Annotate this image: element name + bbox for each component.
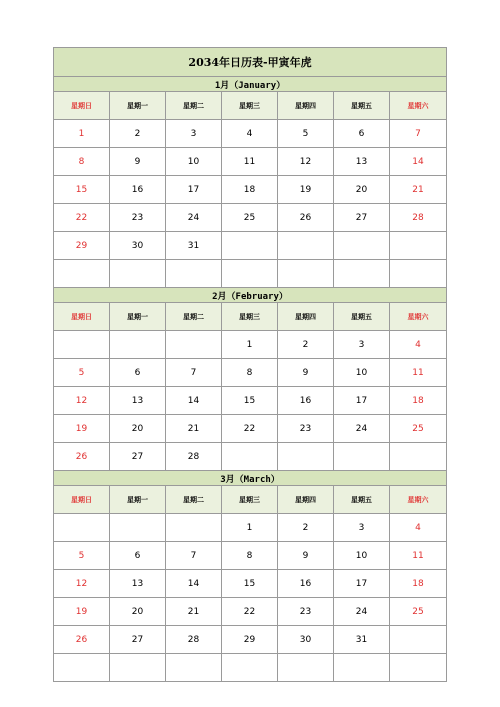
day-cell: 17 xyxy=(334,570,390,598)
weekday-label: 星期五 xyxy=(334,92,390,120)
day-cell: 27 xyxy=(334,204,390,232)
day-cell: 19 xyxy=(278,176,334,204)
day-cell: 14 xyxy=(166,570,222,598)
day-cell xyxy=(222,654,278,682)
day-cell: 6 xyxy=(110,359,166,387)
day-cell: 8 xyxy=(222,542,278,570)
calendar-table xyxy=(53,47,447,682)
day-cell: 14 xyxy=(390,148,447,176)
day-cell: 24 xyxy=(334,415,390,443)
weekday-label: 星期五 xyxy=(334,303,390,331)
day-cell: 29 xyxy=(222,626,278,654)
weekday-label: 星期二 xyxy=(166,92,222,120)
day-cell: 10 xyxy=(334,542,390,570)
day-cell: 13 xyxy=(334,148,390,176)
month-header-row xyxy=(54,77,447,92)
day-cell: 18 xyxy=(390,387,447,415)
day-cell: 10 xyxy=(166,148,222,176)
day-cell xyxy=(278,232,334,260)
day-cell: 26 xyxy=(54,626,110,654)
day-cell xyxy=(390,260,447,288)
day-cell: 10 xyxy=(334,359,390,387)
day-cell: 29 xyxy=(54,232,110,260)
calendar-title: 2034年日历表-甲寅年虎 xyxy=(54,48,447,77)
day-cell xyxy=(166,260,222,288)
weekday-label: 星期四 xyxy=(278,92,334,120)
day-cell: 23 xyxy=(278,415,334,443)
day-cell: 5 xyxy=(54,542,110,570)
day-cell xyxy=(54,331,110,359)
day-cell: 1 xyxy=(222,331,278,359)
day-cell xyxy=(54,514,110,542)
week-row xyxy=(54,542,447,570)
day-cell: 7 xyxy=(166,359,222,387)
weekday-label: 星期日 xyxy=(54,303,110,331)
day-cell xyxy=(390,626,447,654)
day-cell: 21 xyxy=(166,415,222,443)
day-cell xyxy=(166,331,222,359)
week-row xyxy=(54,570,447,598)
day-cell: 18 xyxy=(390,570,447,598)
day-cell: 31 xyxy=(166,232,222,260)
week-row xyxy=(54,331,447,359)
day-cell: 9 xyxy=(278,359,334,387)
weekday-label: 星期一 xyxy=(110,486,166,514)
day-cell: 5 xyxy=(54,359,110,387)
day-cell xyxy=(110,654,166,682)
month-title: 3月（March） xyxy=(54,471,447,486)
weekday-label: 星期六 xyxy=(390,486,447,514)
day-cell xyxy=(110,514,166,542)
day-cell: 27 xyxy=(110,443,166,471)
weekday-header-row xyxy=(54,92,447,120)
day-cell: 12 xyxy=(54,570,110,598)
day-cell xyxy=(110,331,166,359)
day-cell: 15 xyxy=(54,176,110,204)
day-cell: 16 xyxy=(278,570,334,598)
day-cell: 25 xyxy=(390,415,447,443)
day-cell: 6 xyxy=(110,542,166,570)
day-cell: 18 xyxy=(222,176,278,204)
weekday-header-row xyxy=(54,303,447,331)
day-cell: 23 xyxy=(278,598,334,626)
month-title: 2月（February） xyxy=(54,288,447,303)
calendar xyxy=(53,47,446,682)
day-cell: 3 xyxy=(334,514,390,542)
day-cell: 21 xyxy=(166,598,222,626)
weekday-label: 星期日 xyxy=(54,92,110,120)
weekday-label: 星期三 xyxy=(222,92,278,120)
day-cell: 8 xyxy=(54,148,110,176)
day-cell: 28 xyxy=(166,626,222,654)
day-cell: 26 xyxy=(54,443,110,471)
day-cell: 24 xyxy=(334,598,390,626)
day-cell: 17 xyxy=(334,387,390,415)
day-cell: 2 xyxy=(278,514,334,542)
day-cell: 1 xyxy=(222,514,278,542)
day-cell: 4 xyxy=(390,331,447,359)
day-cell: 23 xyxy=(110,204,166,232)
day-cell xyxy=(390,443,447,471)
day-cell: 21 xyxy=(390,176,447,204)
week-row xyxy=(54,359,447,387)
day-cell: 17 xyxy=(166,176,222,204)
day-cell xyxy=(334,654,390,682)
week-row xyxy=(54,260,447,288)
day-cell: 5 xyxy=(278,120,334,148)
day-cell: 28 xyxy=(390,204,447,232)
day-cell: 15 xyxy=(222,570,278,598)
day-cell: 11 xyxy=(222,148,278,176)
day-cell: 4 xyxy=(222,120,278,148)
week-row xyxy=(54,626,447,654)
day-cell xyxy=(278,443,334,471)
day-cell xyxy=(278,260,334,288)
day-cell: 19 xyxy=(54,598,110,626)
weekday-label: 星期一 xyxy=(110,303,166,331)
day-cell: 7 xyxy=(166,542,222,570)
day-cell: 20 xyxy=(110,598,166,626)
day-cell xyxy=(334,232,390,260)
day-cell: 30 xyxy=(278,626,334,654)
day-cell: 22 xyxy=(54,204,110,232)
day-cell xyxy=(166,514,222,542)
day-cell: 12 xyxy=(278,148,334,176)
day-cell: 13 xyxy=(110,387,166,415)
day-cell: 24 xyxy=(166,204,222,232)
week-row xyxy=(54,654,447,682)
day-cell xyxy=(278,654,334,682)
day-cell: 31 xyxy=(334,626,390,654)
week-row xyxy=(54,443,447,471)
day-cell: 22 xyxy=(222,415,278,443)
day-cell: 7 xyxy=(390,120,447,148)
day-cell: 13 xyxy=(110,570,166,598)
day-cell xyxy=(334,443,390,471)
month-header-row xyxy=(54,288,447,303)
day-cell: 25 xyxy=(222,204,278,232)
weekday-label: 星期四 xyxy=(278,486,334,514)
weekday-label: 星期六 xyxy=(390,303,447,331)
day-cell: 9 xyxy=(110,148,166,176)
week-row xyxy=(54,176,447,204)
day-cell xyxy=(110,260,166,288)
day-cell xyxy=(166,654,222,682)
day-cell: 16 xyxy=(110,176,166,204)
day-cell xyxy=(54,260,110,288)
day-cell: 3 xyxy=(166,120,222,148)
day-cell: 14 xyxy=(166,387,222,415)
weekday-label: 星期日 xyxy=(54,486,110,514)
day-cell xyxy=(222,443,278,471)
week-row xyxy=(54,598,447,626)
day-cell: 28 xyxy=(166,443,222,471)
weekday-label: 星期二 xyxy=(166,303,222,331)
day-cell: 30 xyxy=(110,232,166,260)
day-cell: 15 xyxy=(222,387,278,415)
month-header-row xyxy=(54,471,447,486)
day-cell: 26 xyxy=(278,204,334,232)
weekday-label: 星期三 xyxy=(222,486,278,514)
weekday-label: 星期一 xyxy=(110,92,166,120)
week-row xyxy=(54,415,447,443)
weekday-label: 星期三 xyxy=(222,303,278,331)
day-cell xyxy=(390,654,447,682)
day-cell: 2 xyxy=(110,120,166,148)
week-row xyxy=(54,120,447,148)
day-cell: 22 xyxy=(222,598,278,626)
day-cell: 20 xyxy=(334,176,390,204)
week-row xyxy=(54,387,447,415)
day-cell xyxy=(54,654,110,682)
weekday-header-row xyxy=(54,486,447,514)
day-cell: 3 xyxy=(334,331,390,359)
week-row xyxy=(54,148,447,176)
day-cell: 9 xyxy=(278,542,334,570)
day-cell: 6 xyxy=(334,120,390,148)
weekday-label: 星期五 xyxy=(334,486,390,514)
weekday-label: 星期二 xyxy=(166,486,222,514)
weekday-label: 星期六 xyxy=(390,92,447,120)
month-title: 1月（January） xyxy=(54,77,447,92)
day-cell: 25 xyxy=(390,598,447,626)
week-row xyxy=(54,514,447,542)
day-cell xyxy=(222,232,278,260)
day-cell: 16 xyxy=(278,387,334,415)
week-row xyxy=(54,204,447,232)
day-cell: 8 xyxy=(222,359,278,387)
day-cell: 11 xyxy=(390,542,447,570)
day-cell: 2 xyxy=(278,331,334,359)
week-row xyxy=(54,232,447,260)
day-cell xyxy=(222,260,278,288)
day-cell: 4 xyxy=(390,514,447,542)
day-cell: 20 xyxy=(110,415,166,443)
day-cell xyxy=(390,232,447,260)
day-cell: 12 xyxy=(54,387,110,415)
day-cell: 1 xyxy=(54,120,110,148)
calendar-title-row xyxy=(54,48,447,77)
day-cell: 19 xyxy=(54,415,110,443)
day-cell: 27 xyxy=(110,626,166,654)
day-cell: 11 xyxy=(390,359,447,387)
weekday-label: 星期四 xyxy=(278,303,334,331)
day-cell xyxy=(334,260,390,288)
